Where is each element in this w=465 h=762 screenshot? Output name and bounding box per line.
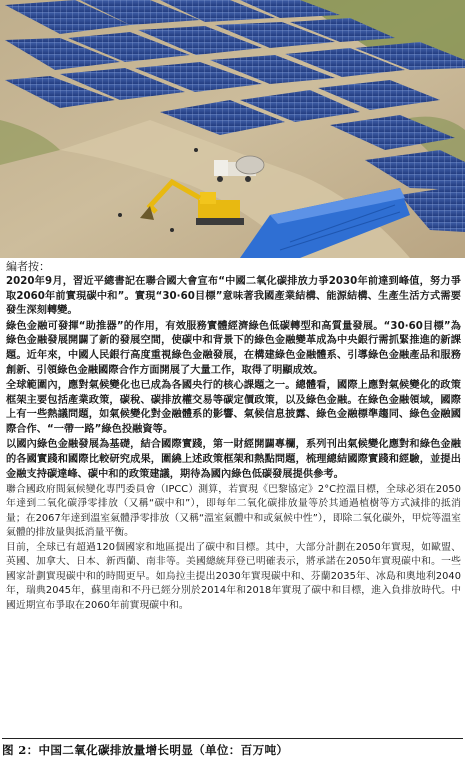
solar-farm-photo (0, 0, 465, 258)
paragraph-3: 全球範圍內，應對氣候變化也已成為各國央行的核心課題之一。總體看，國際上應對氣候變化的政策框架主要包括產業政策，碳稅、碳排放權交易等碳定價政策，以及綠色金融。在綠色金融領域，國際上有一些熱議問題，如氣候變化對金融體系的影響、氣候信息披露、綠色金融標準趨同、綠色金融國際合作、“一帶一路”綠色投融資等。 (6, 379, 461, 436)
paragraph-4: 以國內綠色金融發展為基礎，結合國際實踐，第一財經開闢專欄，系列刊出氣候變化應對和綠色金融的各國實踐和國際比較研究成果，圍繞上述政策框架和熱點問題，梳理總結國際實踐和經驗，並提出金融支持碳達峰、碳中和的政策建議，期待為國內綠色低碳發展提供參考。 (6, 439, 461, 480)
solar-farm-construction-photo (0, 0, 465, 258)
figure-caption: 图 2：中国二氧化碳排放量增长明显（单位：百万吨） (2, 738, 463, 762)
paragraph-6: 目前，全球已有超過120個國家和地區提出了碳中和目標。其中，大部分計劃在2050年實現，如歐盟、英國、加拿大、日本、新西蘭、南非等。美國總統拜登已明確表示，將承諾在2050年實現碳中和。一些國家計劃實現碳中和的時間更早。如烏拉圭提出2030年實現碳中和、芬蘭2035年、冰島和奧地利2040年，瑞典2045年，蘇里南和不丹已經分別於2014年和2018年實現了碳中和目標，進入負排放時代。中國近期宣布爭取在2060年前實現碳中和。 (6, 541, 461, 611)
paragraph-2: 綠色金融可發揮“助推器”的作用，有效服務實體經濟綠色低碳轉型和高質量發展。“30·60目標”為綠色金融發展開闢了新的發展空間，使碳中和背景下的綠色金融變革成為中央銀行需抓緊推進的新課題。近年來，中國人民銀行高度重視綠色金融發展，在構建綠色金融體系、引導綠色金融產品和服務創新、引領綠色金融國際合作方面開展了大量工作，取得了明顯成效。 (6, 320, 461, 376)
editor-note-label: 編者按： (6, 260, 50, 273)
article-body (6, 260, 461, 613)
paragraph-1: 2020年9月，習近平總書記在聯合國大會宣布“中國二氧化碳排放力爭2030年前達到峰值，努力爭取2060年前實現碳中和”。實現“30·60目標”意味著我國產業結構、能源結構、生產生活方式需要發生深刻轉變。 (6, 276, 461, 317)
paragraph-5: 聯合國政府間氣候變化專門委員會（IPCC）測算，若實現《巴黎協定》2°C控溫目標，全球必須在2050年達到二氧化碳淨零排放（又稱“碳中和”），即每年二氧化碳排放量等於其通過植樹等方式減排的抵消量；在2067年達到溫室氣體淨零排放（又稱“溫室氣體中和或氣候中性”），即除二氧化碳外，甲烷等溫室氣體的排放量與抵消量平衡。 (6, 483, 461, 539)
